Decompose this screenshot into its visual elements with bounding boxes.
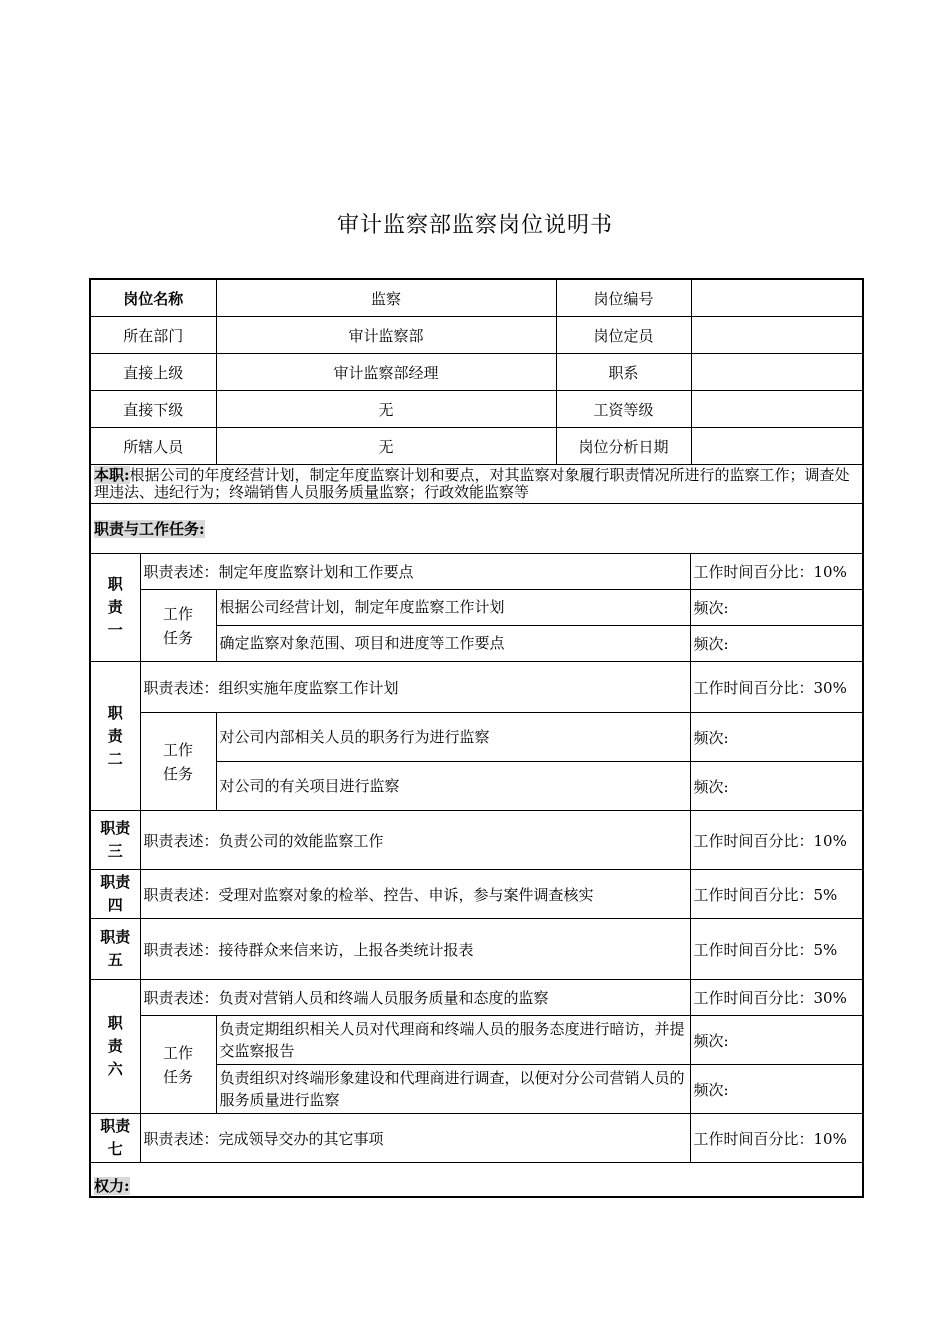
info-value [692,317,863,353]
job-description-table [89,278,864,1198]
info-label: 所在部门 [90,317,216,354]
info-row [90,279,863,317]
power-label: 权力: [94,1177,130,1195]
info-value: 无 [216,428,556,465]
info-value: 审计监察部 [216,317,556,354]
info-row [90,354,863,391]
info-row [90,428,863,465]
task-frequency: 频次: [690,713,863,762]
duty-desc: 职责表述：负责对营销人员和终端人员服务质量和态度的监察 [140,980,690,1016]
benzhi-label: 本职: [94,466,130,484]
task-text: 负责定期组织相关人员对代理商和终端人员的服务态度进行暗访，并提交监察报告 [216,1016,690,1065]
info-value: 无 [216,391,556,428]
duty-label: 职 责 二 [90,662,140,811]
duty-label: 职责 四 [90,870,140,919]
power-row [90,1163,863,1198]
info-label: 直接下级 [90,391,216,428]
duty-row [90,662,863,713]
duty-desc: 职责表述：受理对监察对象的检举、控告、申诉，参与案件调查核实 [140,870,690,919]
duty-row [90,919,863,980]
task-label: 工作 任务 [140,590,216,662]
task-text: 负责组织对终端形象建设和代理商进行调查，以便对分公司营销人员的服务质量进行监察 [216,1065,690,1114]
task-text: 对公司内部相关人员的职务行为进行监察 [216,713,690,762]
task-frequency: 频次: [690,1016,863,1065]
info-row [90,391,863,428]
info-label: 工资等级 [557,391,692,427]
duty-row [90,980,863,1016]
task-frequency: 频次: [690,590,863,626]
info-label: 岗位名称 [90,279,216,317]
task-label: 工作 任务 [140,713,216,811]
info-label: 岗位编号 [557,280,692,316]
duties-header: 职责与工作任务: [94,520,205,538]
benzhi-row [90,465,863,504]
task-row [90,590,863,626]
duty-desc: 职责表述：负责公司的效能监察工作 [140,811,690,870]
info-value [692,354,863,390]
info-row [90,317,863,354]
info-value [692,280,863,316]
task-row [90,713,863,762]
info-label: 直接上级 [90,354,216,391]
duty-desc: 职责表述：制定年度监察计划和工作要点 [140,554,690,590]
duty-percent: 工作时间百分比：30% [690,980,863,1016]
task-frequency: 频次: [690,1065,863,1114]
duty-percent: 工作时间百分比：30% [690,662,863,713]
info-value: 审计监察部经理 [216,354,556,391]
duty-row [90,811,863,870]
info-label: 岗位定员 [557,317,692,353]
task-frequency: 频次: [690,762,863,811]
info-label: 岗位分析日期 [557,428,692,464]
duty-label: 职 责 六 [90,980,140,1114]
task-label: 工作 任务 [140,1016,216,1114]
info-value [692,391,863,427]
duty-label: 职责 七 [90,1114,140,1163]
duty-percent: 工作时间百分比：10% [690,1114,863,1163]
duty-row [90,1114,863,1163]
info-label: 所辖人员 [90,428,216,465]
task-row [90,1016,863,1065]
duty-percent: 工作时间百分比：5% [690,870,863,919]
duty-percent: 工作时间百分比：5% [690,919,863,980]
duties-header-row [90,504,863,554]
benzhi-text: 根据公司的年度经营计划，制定年度监察计划和要点，对其监察对象履行职责情况所进行的监察工作；调查处理违法、违纪行为；终端销售人员服务质量监察；行政效能监察等 [94,466,850,501]
duty-label: 职 责 一 [90,554,140,662]
duty-label: 职责 三 [90,811,140,870]
duty-desc: 职责表述：完成领导交办的其它事项 [140,1114,690,1163]
page-title: 审计监察部监察岗位说明书 [336,213,613,238]
task-frequency: 频次: [690,626,863,662]
duty-desc: 职责表述：组织实施年度监察工作计划 [140,662,690,713]
duty-label: 职责 五 [90,919,140,980]
duty-row [90,870,863,919]
duty-percent: 工作时间百分比：10% [690,554,863,590]
task-text: 确定监察对象范围、项目和进度等工作要点 [216,626,690,662]
duty-percent: 工作时间百分比：10% [690,811,863,870]
info-value [692,428,863,464]
task-text: 根据公司经营计划，制定年度监察工作计划 [216,590,690,626]
info-value: 监察 [216,279,556,317]
info-label: 职系 [557,354,692,390]
duty-desc: 职责表述：接待群众来信来访，上报各类统计报表 [140,919,690,980]
duty-row [90,554,863,590]
task-text: 对公司的有关项目进行监察 [216,762,690,811]
